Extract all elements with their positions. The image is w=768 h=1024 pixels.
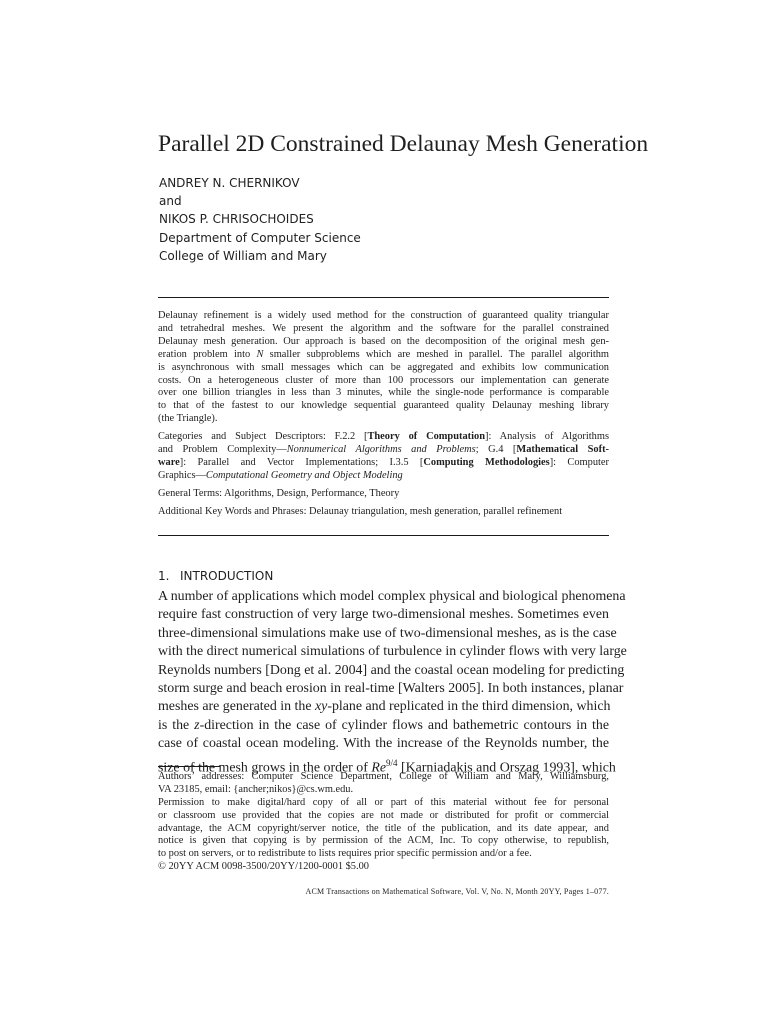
body-line: three-dimensional simulations make use of two-dimensional meshes, as is the case xyxy=(158,625,617,641)
abstract-line: and tetrahedral meshes. We present the algorithm and the software for the parallel constrained xyxy=(158,322,609,334)
body-line: storm surge and beach erosion in real-time [Walters 2005]. In both instances, planar xyxy=(158,680,624,696)
abstract-line: costs. On a heterogeneous cluster of more than 100 processors our implementation can generate xyxy=(158,374,609,386)
abstract-line: over one billion triangles in less than 3 minutes, while the single-node performance is comparable xyxy=(158,387,609,399)
body-line: Reynolds numbers [Dong et al. 2004] and the coastal ocean modeling for predicting xyxy=(158,662,625,678)
section-title: INTRODUCTION xyxy=(180,569,274,583)
body-line: A number of applications which model complex physical and biological phenomena xyxy=(158,589,626,604)
copyright-line: © 20YY ACM 0098-3500/20YY/1200-0001 $5.00 xyxy=(158,861,369,873)
body-line xyxy=(158,754,616,776)
abstract-paragraph xyxy=(158,310,609,426)
text-run: ]: Computer xyxy=(549,456,609,468)
text-run: meshes are generated in the xyxy=(158,699,315,715)
footnote-line: VA 23185, email: {ancher;nikos}@cs.wm.edu. xyxy=(158,783,354,795)
categories-line xyxy=(158,444,609,457)
footnote-rule xyxy=(158,766,220,767)
footnote-line: advantage, the ACM copyright/server notice, the title of the publication, and its date appear, and xyxy=(158,822,609,834)
abstract-line: to that of the fastest to our knowledge sequential guaranteed quality Delaunay meshing library xyxy=(158,400,609,412)
footnote-line: Authors’ addresses: Computer Science Department, College of William and Mary, Williamsburg, xyxy=(158,771,609,782)
text-run: and Problem Complexity— xyxy=(158,444,287,456)
categories-line xyxy=(158,470,609,483)
abstract-line: Delaunay refinement is a widely used method for the construction of guaranteed quality triangular xyxy=(158,310,609,321)
text-run: -plane and replicated in the third dimension, which xyxy=(327,699,611,715)
math-variable: N xyxy=(256,348,264,360)
body-line: with the direct numerical simulations of turbulence in cylinder flows with very large xyxy=(158,644,627,660)
categories-line xyxy=(158,457,609,470)
footnote-line: to post on servers, or to redistribute to lists requires prior specific permission and/or a fee. xyxy=(158,848,532,860)
keywords: Additional Key Words and Phrases: Delaunay triangulation, mesh generation, parallel refinement xyxy=(158,505,563,517)
abstract-bottom-rule xyxy=(158,535,609,536)
section-number: 1. xyxy=(158,569,170,583)
math-variable: xy xyxy=(314,699,328,715)
text-run: ]: Parallel and Vector Implementations; I.3.5 [ xyxy=(179,456,424,468)
footnote-block xyxy=(158,771,609,874)
text-run: Graphics— xyxy=(158,469,206,481)
author-name: ANDREY N. CHERNIKOV xyxy=(159,176,300,190)
text-run: Categories and Subject Descriptors: F.2.2 [ xyxy=(158,431,368,443)
category-term: ware xyxy=(158,456,180,468)
category-subject: Computational Geometry and Object Modeling xyxy=(205,469,403,481)
text-run: ]: Analysis of Algorithms xyxy=(484,431,609,443)
affiliation-department: Department of Computer Science xyxy=(159,230,361,245)
category-subject: Nonnumerical Algorithms and Problems xyxy=(286,444,476,456)
abstract-line: Delaunay mesh generation. Our approach is based on the decomposition of the original mesh gen- xyxy=(158,335,609,347)
abstract-line xyxy=(158,349,609,362)
abstract-line: is asynchronous with small messages which can be aggregated and exhibits low communication xyxy=(158,361,609,373)
text-run: [Karniadakis and Orszag 1993], which xyxy=(397,760,616,776)
categories-paragraph xyxy=(158,431,609,483)
body-line xyxy=(158,717,609,735)
text-run: smaller subproblems which are meshed in parallel. The parallel algorithm xyxy=(263,348,609,360)
body-line: case of coastal ocean modeling. With the increase of the Reynolds number, the xyxy=(158,736,609,752)
abstract-block xyxy=(158,310,609,524)
category-term: Computing Methodologies xyxy=(423,456,550,468)
author-block xyxy=(159,174,579,265)
journal-footer: ACM Transactions on Mathematical Software, Vol. V, No. N, Month 20YY, Pages 1–077. xyxy=(305,887,609,896)
author-name: NIKOS P. CHRISOCHOIDES xyxy=(159,212,314,227)
math-variable: Re xyxy=(371,760,386,776)
footnote-line: or classroom use provided that the copies are not made or distributed for profit or commercial xyxy=(158,809,609,821)
paper-title: Parallel 2D Constrained Delaunay Mesh Generation xyxy=(158,131,649,157)
body-paragraph xyxy=(158,588,627,776)
general-terms: General Terms: Algorithms, Design, Performance, Theory xyxy=(158,487,400,499)
footnote-line: Permission to make digital/hard copy of all or part of this material without fee for personal xyxy=(158,796,609,808)
body-line xyxy=(158,698,609,716)
text-run: -direction in the case of cylinder flows and bathemetric contours in the xyxy=(199,717,609,733)
category-term: Theory of Computation xyxy=(367,431,485,443)
author-conjunction: and xyxy=(159,194,182,209)
category-term: Mathematical Soft- xyxy=(516,444,610,456)
text-run: size of the mesh grows in the order of xyxy=(158,760,372,776)
text-run: ; G.4 [ xyxy=(475,444,517,456)
abstract-top-rule xyxy=(158,297,609,298)
math-exponent: 9/4 xyxy=(385,757,398,768)
footnote-line: notice is given that copying is by permission of the ACM, Inc. To copy otherwise, to republish, xyxy=(158,835,609,847)
text-run: is the xyxy=(158,717,195,733)
body-line: require fast construction of very large two-dimensional meshes. Sometimes even xyxy=(158,607,609,623)
general-terms-paragraph xyxy=(158,488,609,501)
abstract-line: (the Triangle). xyxy=(158,413,218,425)
categories-line xyxy=(158,431,609,444)
affiliation-college: College of William and Mary xyxy=(159,248,327,263)
math-variable: z xyxy=(194,717,200,733)
keywords-paragraph xyxy=(158,506,609,519)
text-run: eration problem into xyxy=(158,348,257,360)
section-heading xyxy=(158,568,273,584)
